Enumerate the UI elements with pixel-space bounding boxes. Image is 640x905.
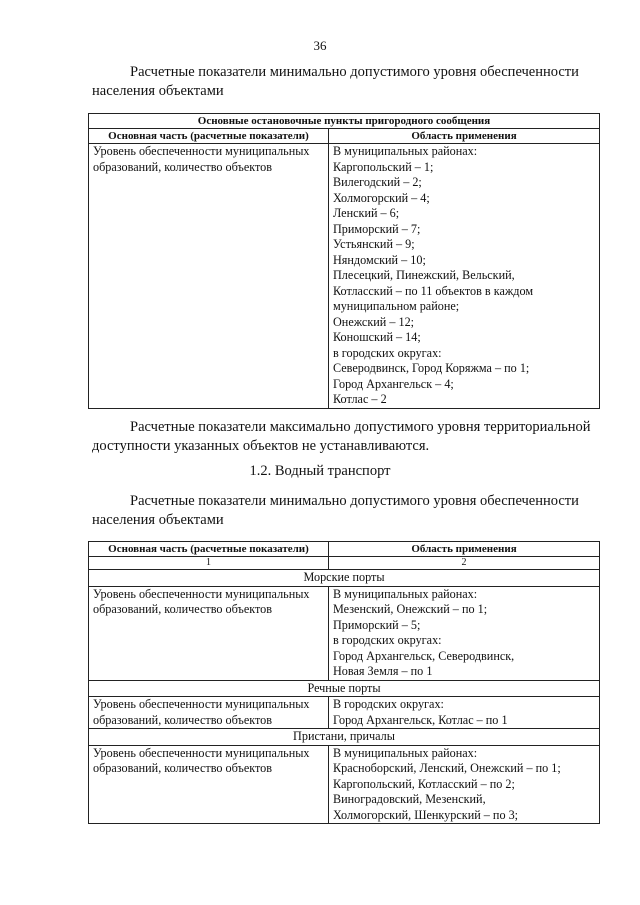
cell-line: Уровень обеспеченности муниципальных	[93, 586, 310, 601]
cell-line: Город Архангельск, Котлас – по 1	[333, 712, 508, 727]
cell-line: Холмогорский – 4;	[333, 190, 430, 205]
cell-line: образований, количество объектов	[93, 159, 273, 174]
intro-paragraph-1	[92, 63, 598, 101]
piers-left-cell	[89, 745, 329, 824]
intro-2-line-2: населения объектами	[92, 512, 224, 528]
cell-line: Коношский – 14;	[333, 330, 421, 344]
table-stops-col-main: Основная часть (расчетные показатели)	[89, 129, 329, 144]
table-row	[89, 586, 600, 680]
table-row	[89, 697, 600, 729]
cell-line: Мезенский, Онежский – по 1;	[333, 602, 488, 616]
cell-line: Каргопольский, Котласский – по 2;	[333, 776, 515, 791]
access-line-1: Расчетные показатели максимально допустимого уровня территориальной	[130, 419, 591, 435]
cell-line: Ленский – 6;	[333, 206, 400, 220]
cell-line: Уровень обеспеченности муниципальных	[93, 745, 310, 760]
sea-ports-right-cell	[329, 586, 600, 680]
cell-line: В муниципальных районах:	[333, 144, 478, 158]
cell-line: Северодвинск, Город Коряжма – по 1;	[333, 361, 530, 375]
cell-line: Красноборский, Ленский, Онежский – по 1;	[333, 761, 561, 775]
cell-line: Уровень обеспеченности муниципальных	[93, 697, 310, 711]
cell-line: В муниципальных районах:	[333, 745, 478, 760]
cell-line: Уровень обеспеченности муниципальных	[93, 144, 310, 158]
cell-line: муниципальном районе;	[333, 299, 460, 313]
table-stops-title: Основные остановочные пункты пригородного сообщения	[89, 114, 600, 129]
section-title-river-ports: Речные порты	[89, 680, 600, 697]
column-number-1: 1	[89, 557, 329, 570]
table-water	[88, 541, 600, 824]
cell-line: Няндомский – 10;	[333, 252, 426, 267]
table-stops-left-cell	[89, 144, 329, 409]
cell-line: В муниципальных районах:	[333, 586, 478, 601]
table-stops-col-area: Область применения	[329, 129, 600, 144]
river-ports-right-cell	[329, 697, 600, 729]
cell-line: Виноградовский, Мезенский,	[333, 792, 486, 806]
cell-line: Приморский – 5;	[333, 617, 421, 632]
section-heading: 1.2. Водный транспорт	[249, 463, 391, 479]
cell-line: образований, количество объектов	[93, 712, 273, 727]
page-number: 36	[313, 38, 327, 53]
cell-line: образований, количество объектов	[93, 602, 273, 616]
intro-1-line-1: Расчетные показатели минимально допустимого уровня обеспеченности	[130, 64, 579, 80]
river-ports-left-cell	[89, 697, 329, 729]
cell-line: образований, количество объектов	[93, 761, 273, 775]
cell-line: Котлас – 2	[333, 392, 387, 406]
table-stops	[88, 113, 600, 409]
intro-1-line-2: населения объектами	[92, 83, 224, 99]
table-row	[89, 144, 600, 409]
cell-line: Котласский – по 11 объектов в каждом	[333, 283, 534, 298]
section-title-piers: Пристани, причалы	[89, 729, 600, 746]
cell-line: Вилегодский – 2;	[333, 175, 422, 189]
cell-line: Устьянский – 9;	[333, 237, 415, 251]
piers-right-cell	[329, 745, 600, 824]
cell-line: Холмогорский, Шенкурский – по 3;	[333, 807, 519, 822]
cell-line: Город Архангельск – 4;	[333, 376, 454, 391]
cell-line: в городских округах:	[333, 633, 442, 647]
section-title-sea-ports: Морские порты	[89, 570, 600, 587]
cell-line: Город Архангельск, Северодвинск,	[333, 648, 515, 663]
table-row	[89, 745, 600, 824]
sea-ports-left-cell	[89, 586, 329, 680]
intro-2-line-1: Расчетные показатели минимально допустимого уровня обеспеченности	[130, 493, 579, 509]
column-number-2: 2	[329, 557, 600, 570]
intro-paragraph-2	[92, 492, 598, 530]
cell-line: Приморский – 7;	[333, 221, 421, 236]
cell-line: Каргопольский – 1;	[333, 159, 434, 174]
cell-line: в городских округах:	[333, 345, 442, 360]
cell-line: Онежский – 12;	[333, 314, 415, 329]
cell-line: В городских округах:	[333, 697, 444, 711]
access-paragraph	[92, 418, 598, 456]
table-stops-right-cell	[329, 144, 600, 409]
table-water-col-area: Область применения	[329, 542, 600, 557]
table-water-col-main: Основная часть (расчетные показатели)	[89, 542, 329, 557]
cell-line: Новая Земля – по 1	[333, 664, 433, 678]
cell-line: Плесецкий, Пинежский, Вельский,	[333, 268, 515, 282]
access-line-2: доступности указанных объектов не устанавливаются.	[92, 438, 430, 454]
